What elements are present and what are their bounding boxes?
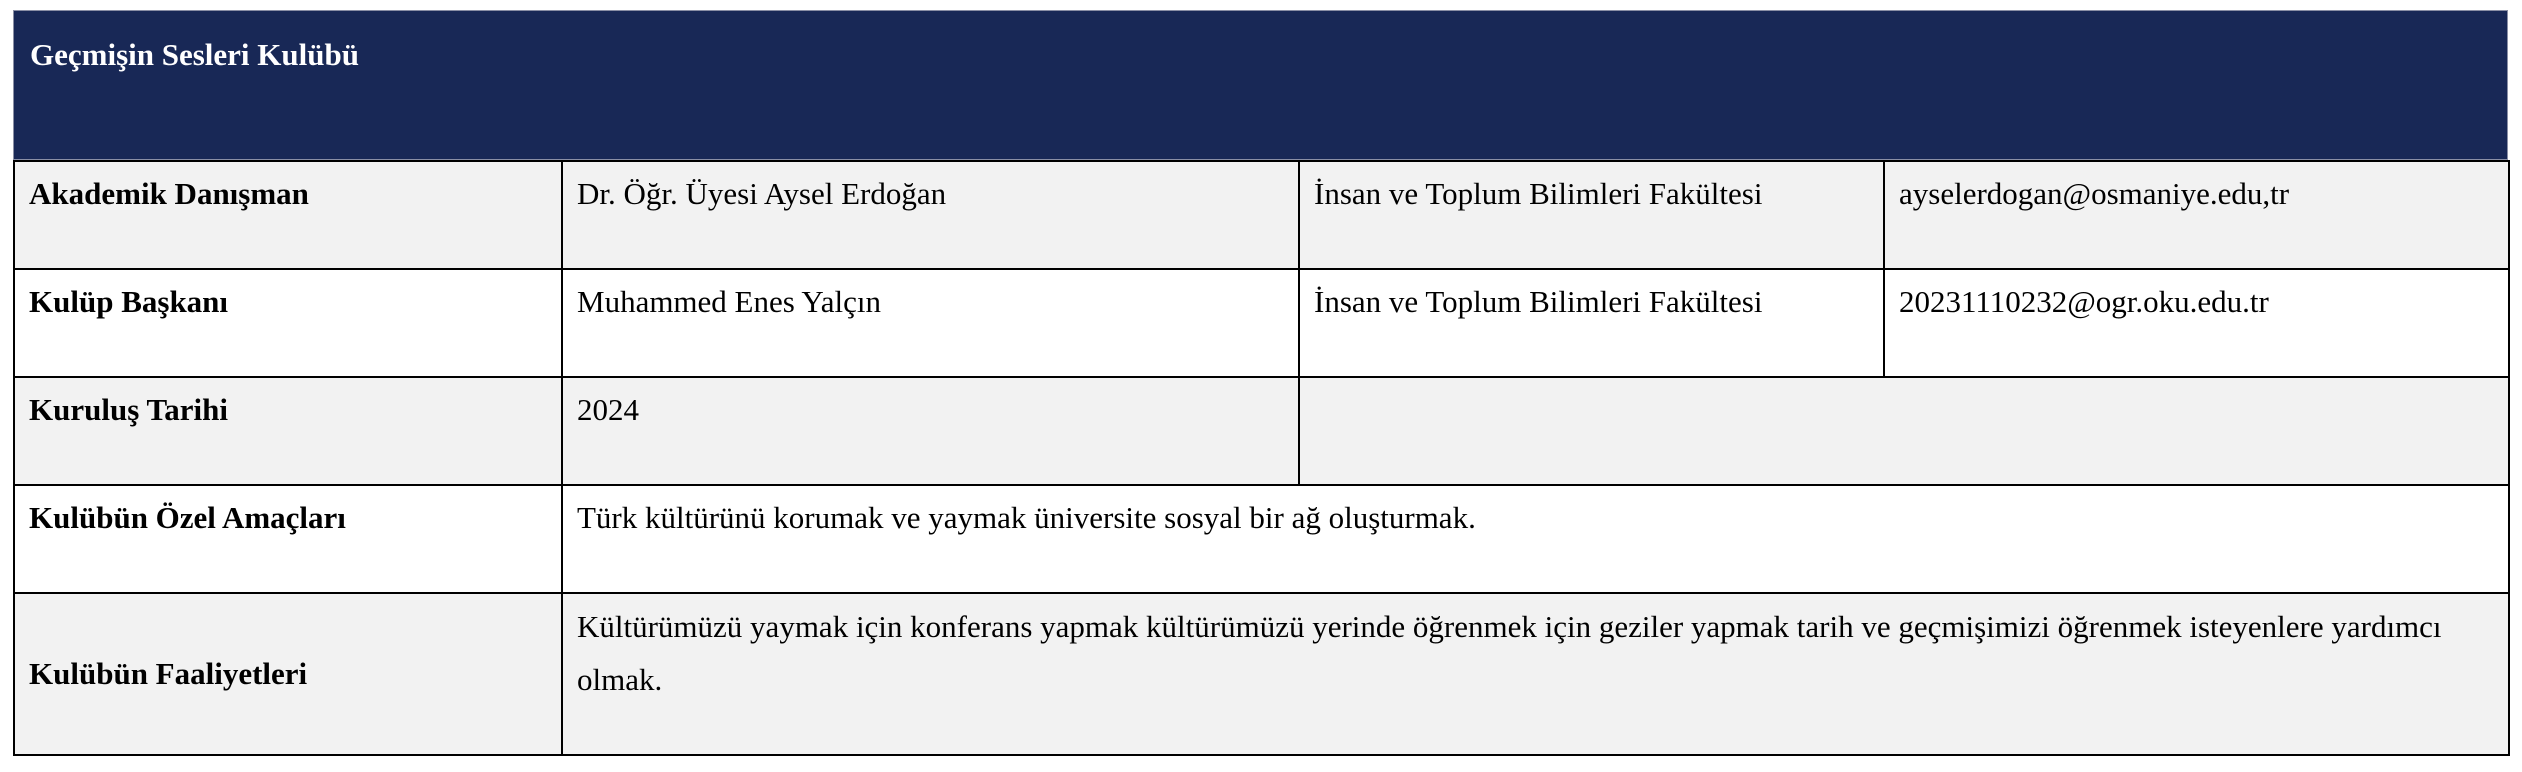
president-faculty: İnsan ve Toplum Bilimleri Fakültesi [1299, 269, 1884, 377]
founded-value: 2024 [562, 377, 1299, 485]
advisor-email: ayselerdogan@osmaniye.edu,tr [1884, 161, 2509, 269]
president-label: Kulüp Başkanı [14, 269, 562, 377]
advisor-label: Akademik Danışman [14, 161, 562, 269]
club-title: Geçmişin Sesleri Kulübü [30, 37, 359, 72]
club-info-document [13, 10, 2508, 756]
advisor-name: Dr. Öğr. Üyesi Aysel Erdoğan [562, 161, 1299, 269]
table-row-president [14, 269, 2509, 377]
aims-label: Kulübün Özel Amaçları [14, 485, 562, 593]
advisor-faculty: İnsan ve Toplum Bilimleri Fakültesi [1299, 161, 1884, 269]
club-header [13, 10, 2508, 160]
activities-label: Kulübün Faaliyetleri [14, 593, 562, 755]
activities-value: Kültürümüzü yaymak için konferans yapmak kültürümüzü yerinde öğrenmek için geziler yapmak tarih ve geçmişimizi öğrenmek isteyenlere yardımcı olmak. [562, 593, 2509, 755]
founded-empty-cell [1299, 377, 2509, 485]
club-info-table [13, 160, 2510, 756]
table-row-activities [14, 593, 2509, 755]
president-email: 20231110232@ogr.oku.edu.tr [1884, 269, 2509, 377]
table-row-aims [14, 485, 2509, 593]
table-row-advisor [14, 161, 2509, 269]
aims-value: Türk kültürünü korumak ve yaymak üniversite sosyal bir ağ oluşturmak. [562, 485, 2509, 593]
president-name: Muhammed Enes Yalçın [562, 269, 1299, 377]
founded-label: Kuruluş Tarihi [14, 377, 562, 485]
table-row-founded [14, 377, 2509, 485]
